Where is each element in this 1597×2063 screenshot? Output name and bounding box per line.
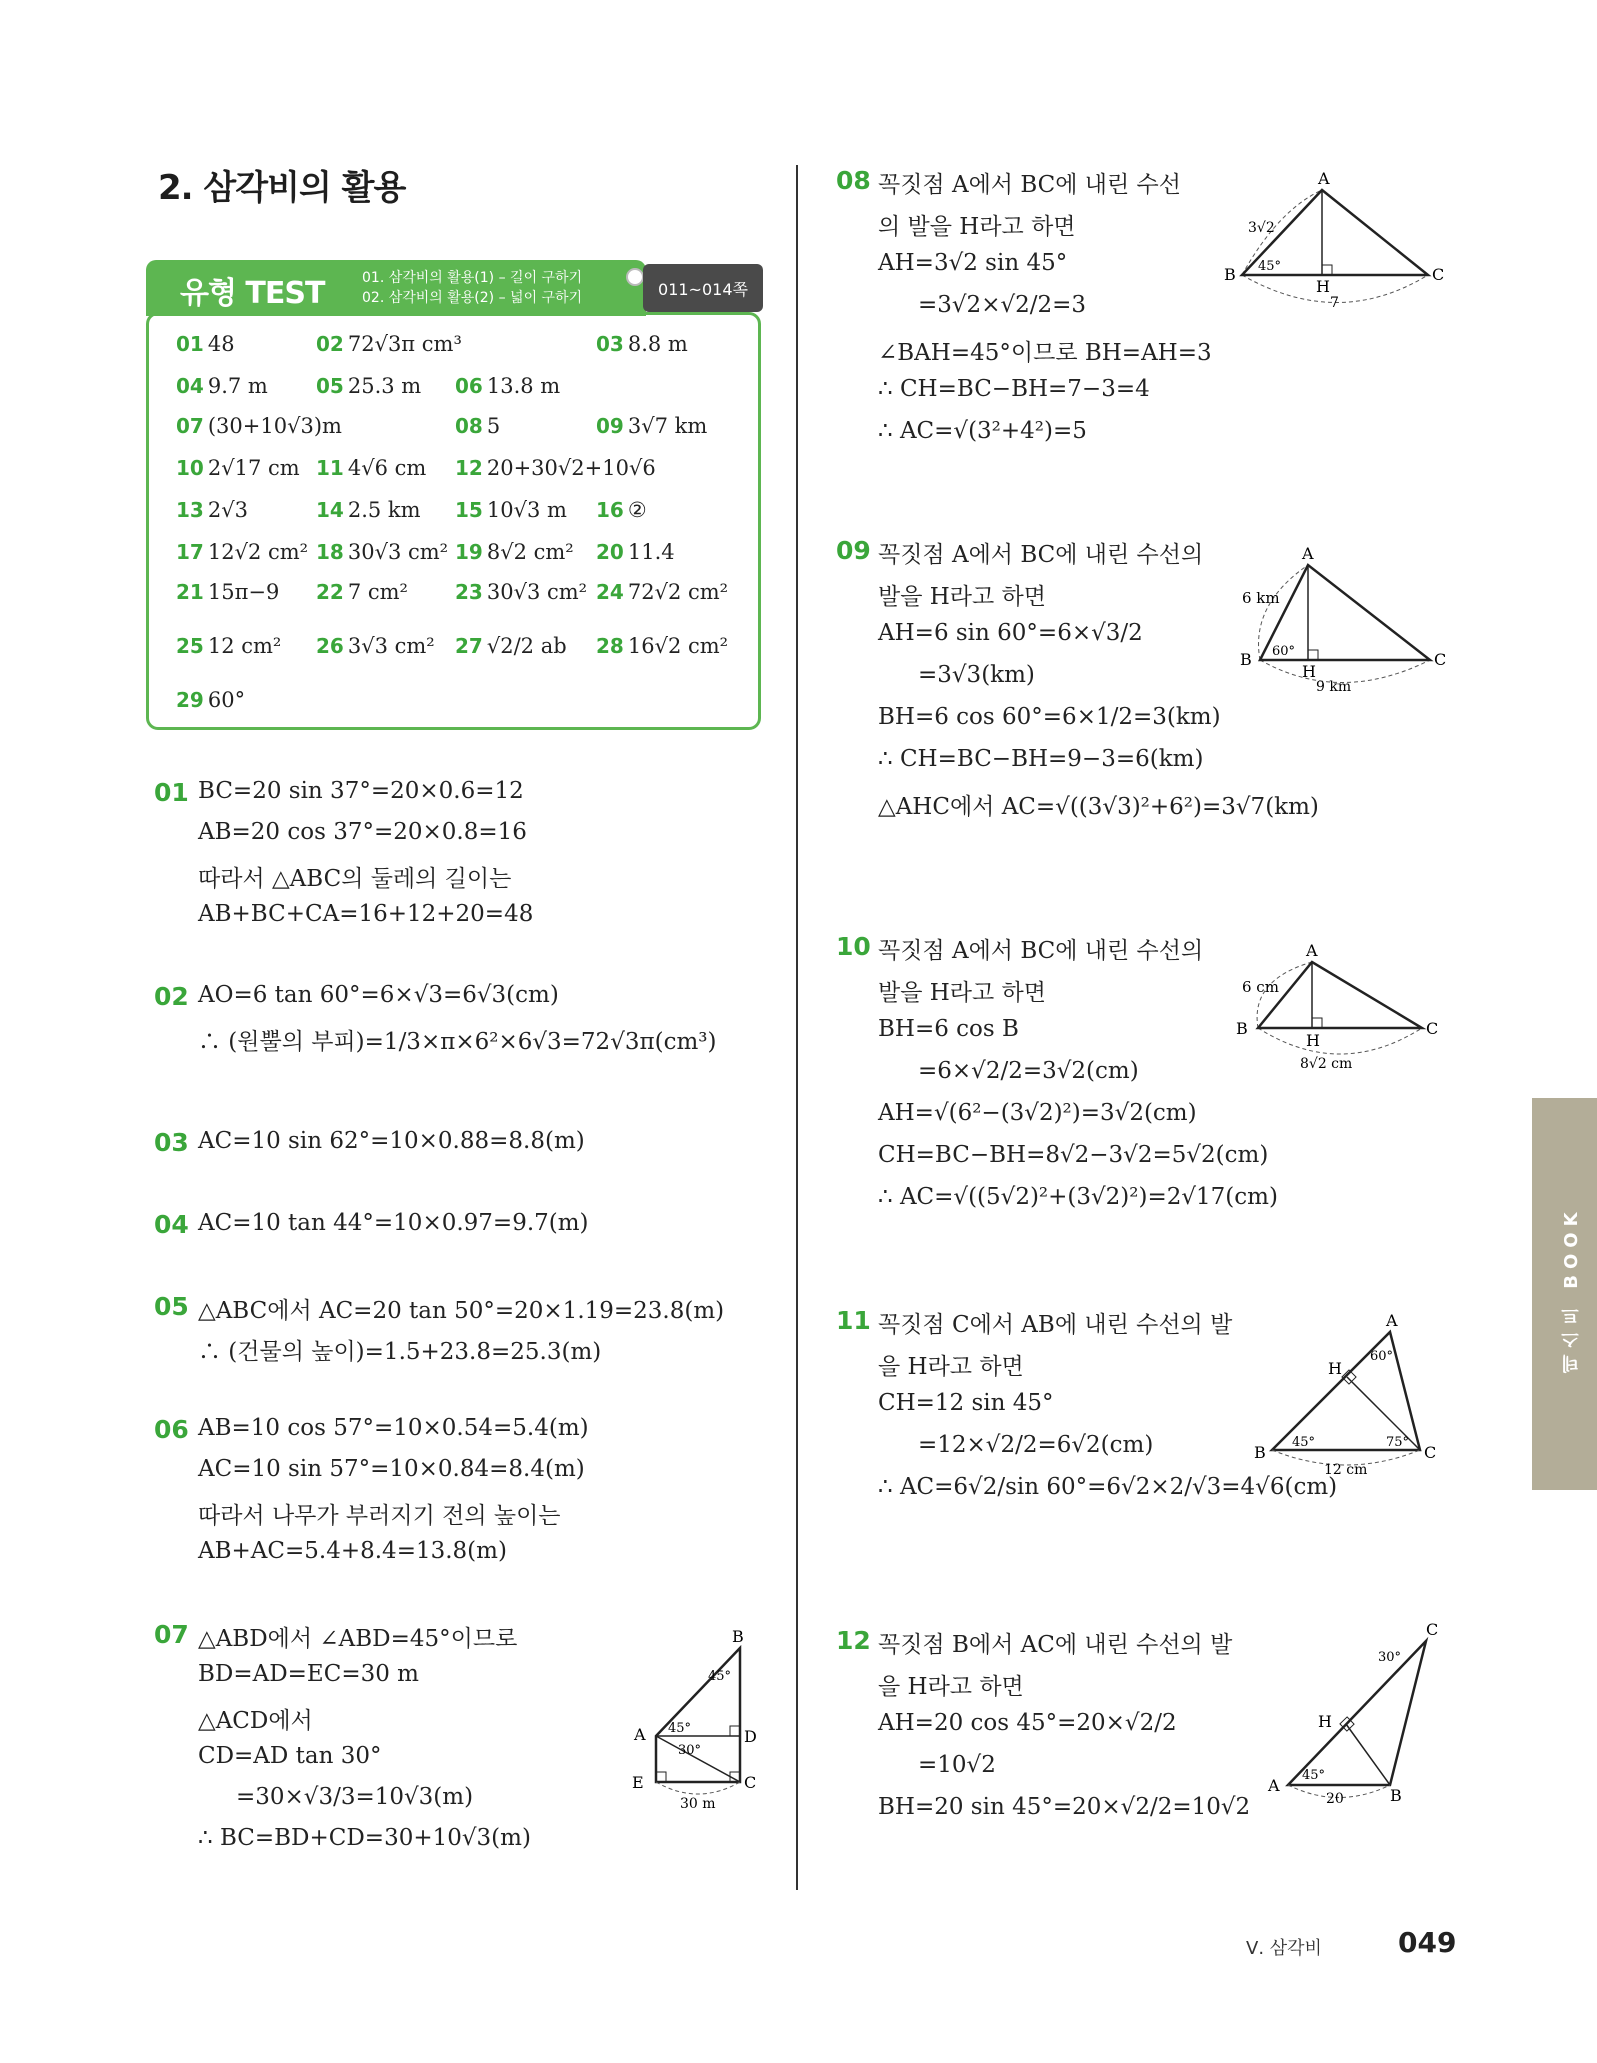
- answer-value: 48: [207, 332, 235, 356]
- fig07-base: 30 m: [680, 1796, 716, 1812]
- solution-line: AC=10 sin 62°=10×0.88=8.8(m): [198, 1128, 585, 1154]
- answer-item: [455, 374, 560, 398]
- solution-line: ∴ BC=BD+CD=30+10√3(m): [198, 1825, 531, 1851]
- answer-value: 72√3π cm³: [347, 332, 462, 356]
- solution-line: BH=20 sin 45°=20×√2/2=10√2: [878, 1794, 1251, 1820]
- page-number: 049: [1398, 1926, 1457, 1959]
- fig11-angle-b: 45°: [1292, 1435, 1316, 1450]
- solution-number: 01: [154, 778, 189, 807]
- test-subtitle-1: 01. 삼각비의 활용(1) – 길이 구하기: [362, 270, 583, 286]
- figure-08: [1218, 170, 1458, 320]
- fig09-label-c: C: [1434, 650, 1447, 669]
- answer-item: [316, 456, 426, 480]
- solution-line: △ABC에서 AC=20 tan 50°=20×1.19=23.8(m): [198, 1298, 725, 1324]
- answer-item: [455, 540, 574, 564]
- solution-number: 07: [154, 1620, 189, 1649]
- answer-item: [316, 374, 421, 398]
- answer-value: (30+10√3)m: [207, 414, 342, 438]
- answer-value: 7 cm²: [347, 580, 408, 604]
- solution-line: =10√2: [918, 1752, 996, 1778]
- fig10-side: 6 cm: [1242, 978, 1279, 996]
- answer-value: 20+30√2+10√6: [486, 456, 656, 480]
- answer-item: [316, 332, 462, 356]
- solution-line: ∴ (원뿔의 부피)=1/3×π×6²×6√3=72√3π(cm³): [198, 1029, 717, 1055]
- fig11-angle-a: 60°: [1370, 1349, 1394, 1364]
- answer-value: 3√3 cm²: [347, 634, 435, 658]
- fig12-label-h: H: [1318, 1712, 1332, 1731]
- fig12-angle-a: 45°: [1302, 1768, 1326, 1783]
- solution-line: 꼭짓점 A에서 BC에 내린 수선의: [878, 938, 1204, 964]
- figure-07: [628, 1630, 768, 1820]
- answer-item: [455, 634, 567, 658]
- answer-item: [455, 580, 587, 604]
- solution-number: 02: [154, 982, 189, 1011]
- fig08-angle: 45°: [1258, 259, 1282, 274]
- solution-line: ∴ CH=BC−BH=7−3=4: [878, 376, 1150, 402]
- fig07-label-e: E: [632, 1773, 644, 1792]
- solution-line: ∴ CH=BC−BH=9−3=6(km): [878, 746, 1204, 772]
- answer-item: [596, 414, 707, 438]
- solution-line: AH=√(6²−(3√2)²)=3√2(cm): [878, 1100, 1197, 1126]
- answer-value: 11.4: [627, 540, 675, 564]
- answer-number: 28: [596, 634, 624, 658]
- answer-item: [176, 414, 342, 438]
- fig08-label-a: A: [1318, 170, 1330, 188]
- solution-line: =12×√2/2=6√2(cm): [918, 1432, 1154, 1458]
- solution-number: 04: [154, 1210, 189, 1239]
- solution-line: 발을 H라고 하면: [878, 980, 1046, 1006]
- solution-line: AH=3√2 sin 45°: [878, 250, 1068, 276]
- column-divider: [796, 165, 798, 1890]
- solution-line: 을 H라고 하면: [878, 1674, 1024, 1700]
- solution-line: CH=BC−BH=8√2−3√2=5√2(cm): [878, 1142, 1269, 1168]
- answer-number: 25: [176, 634, 204, 658]
- answer-number: 22: [316, 580, 344, 604]
- fig09-side: 6 km: [1242, 589, 1280, 607]
- solution-number: 09: [836, 536, 871, 565]
- solution-line: ∴ (건물의 높이)=1.5+23.8=25.3(m): [198, 1339, 602, 1365]
- fig11-angle-c: 75°: [1386, 1435, 1410, 1450]
- answer-number: 18: [316, 540, 344, 564]
- answer-item: [596, 332, 688, 356]
- solution-line: CH=12 sin 45°: [878, 1390, 1054, 1416]
- fig11-label-a: A: [1386, 1311, 1398, 1330]
- answer-item: [316, 634, 435, 658]
- answer-number: 21: [176, 580, 204, 604]
- fig10-base: 8√2 cm: [1300, 1056, 1353, 1072]
- solution-number: 11: [836, 1306, 871, 1335]
- fig10-label-h: H: [1306, 1031, 1320, 1050]
- answer-item: [596, 580, 728, 604]
- answer-item: [596, 498, 647, 522]
- answer-number: 07: [176, 414, 204, 438]
- side-tab-label: 테스트 BOOK: [1561, 1206, 1582, 1374]
- solution-line: AB=20 cos 37°=20×0.8=16: [198, 819, 527, 845]
- solution-line: 꼭짓점 A에서 BC에 내린 수선의: [878, 542, 1204, 568]
- fig07-angle-3: 30°: [678, 1743, 702, 1758]
- fig07-label-c: C: [744, 1773, 757, 1792]
- solution-number: 05: [154, 1292, 189, 1321]
- answer-number: 03: [596, 332, 624, 356]
- answer-value: 15π−9: [207, 580, 280, 604]
- answer-value: 60°: [207, 688, 246, 712]
- answer-item: [176, 580, 279, 604]
- answer-item: [455, 498, 567, 522]
- solution-number: 03: [154, 1128, 189, 1157]
- fig07-label-a: A: [634, 1725, 646, 1744]
- figure-12: [1262, 1615, 1452, 1815]
- solution-line: 꼭짓점 B에서 AC에 내린 수선의 발: [878, 1632, 1233, 1658]
- solution-line: BC=20 sin 37°=20×0.6=12: [198, 778, 524, 804]
- answer-item: [176, 456, 300, 480]
- answer-value: 25.3 m: [347, 374, 422, 398]
- solution-line: 따라서 나무가 부러지기 전의 높이는: [198, 1503, 561, 1529]
- answer-number: 29: [176, 688, 204, 712]
- fig08-label-h: H: [1316, 277, 1330, 296]
- answer-number: 11: [316, 456, 344, 480]
- answer-value: 72√2 cm²: [627, 580, 729, 604]
- solution-line: AB+BC+CA=16+12+20=48: [198, 901, 534, 927]
- fig07-angle-1: 45°: [708, 1669, 732, 1684]
- solution-line: △AHC에서 AC=√((3√3)²+6²)=3√7(km): [878, 794, 1319, 820]
- solution-line: △ACD에서: [198, 1708, 313, 1734]
- solution-number: 06: [154, 1415, 189, 1444]
- answer-value: 8√2 cm²: [486, 540, 574, 564]
- answer-number: 20: [596, 540, 624, 564]
- answer-value: 5: [486, 414, 501, 438]
- solution-line: =3√2×√2/2=3: [918, 292, 1087, 318]
- fig12-label-a: A: [1268, 1776, 1280, 1795]
- solution-line: AB+AC=5.4+8.4=13.8(m): [198, 1538, 507, 1564]
- solution-line: 을 H라고 하면: [878, 1354, 1024, 1380]
- answer-item: [596, 634, 728, 658]
- fig09-base: 9 km: [1316, 679, 1352, 695]
- answer-item: [316, 498, 421, 522]
- solution-line: ∴ AC=√((5√2)²+(3√2)²)=2√17(cm): [878, 1184, 1278, 1210]
- solution-line: BH=6 cos B: [878, 1016, 1019, 1042]
- figure-11: [1252, 1310, 1452, 1480]
- fig10-label-c: C: [1426, 1019, 1439, 1038]
- answer-value: 16√2 cm²: [627, 634, 729, 658]
- solution-line: 의 발을 H라고 하면: [878, 214, 1076, 240]
- solution-line: ∴ AC=6√2/sin 60°=6√2×2/√3=4√6(cm): [878, 1474, 1338, 1500]
- answer-number: 02: [316, 332, 344, 356]
- answer-number: 19: [455, 540, 483, 564]
- answer-value: 12√2 cm²: [207, 540, 309, 564]
- fig11-label-c: C: [1424, 1443, 1437, 1462]
- fig10-label-a: A: [1306, 941, 1318, 960]
- fig09-label-a: A: [1302, 545, 1314, 563]
- answer-number: 12: [455, 456, 483, 480]
- fig07-label-d: D: [744, 1727, 757, 1746]
- fig12-angle-c: 30°: [1378, 1650, 1402, 1665]
- solution-line: ∴ AC=√(3²+4²)=5: [878, 418, 1087, 444]
- page-reference-badge: 011~014쪽: [643, 264, 763, 312]
- fig09-label-h: H: [1302, 662, 1316, 681]
- solution-line: ∠BAH=45°이므로 BH=AH=3: [878, 340, 1212, 366]
- answer-value: 30√3 cm²: [486, 580, 588, 604]
- solution-line: =6×√2/2=3√2(cm): [918, 1058, 1139, 1084]
- test-title: 유형 TEST: [180, 276, 325, 311]
- fig07-angle-2: 45°: [668, 1721, 692, 1736]
- answer-number: 04: [176, 374, 204, 398]
- answer-item: [176, 332, 235, 356]
- answer-number: 15: [455, 498, 483, 522]
- fig11-label-h: H: [1328, 1359, 1342, 1378]
- fig11-base: 12 cm: [1324, 1462, 1368, 1478]
- fig08-label-c: C: [1432, 265, 1445, 284]
- fig08-label-b: B: [1224, 265, 1236, 284]
- solution-line: =30×√3/3=10√3(m): [236, 1784, 474, 1810]
- fig12-base: 20: [1326, 1791, 1344, 1807]
- answer-number: 27: [455, 634, 483, 658]
- answer-number: 14: [316, 498, 344, 522]
- solution-line: AC=10 sin 57°=10×0.84=8.4(m): [198, 1456, 585, 1482]
- binder-ring-icon: [626, 268, 644, 286]
- fig08-base: 7: [1330, 295, 1339, 311]
- answer-number: 17: [176, 540, 204, 564]
- answer-number: 10: [176, 456, 204, 480]
- solution-line: CD=AD tan 30°: [198, 1743, 382, 1769]
- answer-number: 05: [316, 374, 344, 398]
- solution-line: BD=AD=EC=30 m: [198, 1661, 419, 1687]
- solution-line: AC=10 tan 44°=10×0.97=9.7(m): [198, 1210, 589, 1236]
- solution-line: AO=6 tan 60°=6×√3=6√3(cm): [198, 982, 559, 1008]
- fig12-label-b: B: [1390, 1786, 1402, 1805]
- answer-value: 9.7 m: [207, 374, 268, 398]
- answer-value: 2.5 km: [347, 498, 421, 522]
- answer-item: [455, 414, 500, 438]
- solution-line: 꼭짓점 A에서 BC에 내린 수선: [878, 172, 1181, 198]
- solution-line: △ABD에서 ∠ABD=45°이므로: [198, 1626, 518, 1652]
- answer-item: [596, 540, 675, 564]
- solution-line: AH=6 sin 60°=6×√3/2: [878, 620, 1143, 646]
- fig07-label-b: B: [732, 1630, 744, 1646]
- answer-value: ②: [627, 498, 647, 522]
- answer-value: 12 cm²: [207, 634, 282, 658]
- answer-item: [176, 688, 245, 712]
- answer-item: [176, 634, 281, 658]
- answer-value: 30√3 cm²: [347, 540, 449, 564]
- answer-item: [455, 456, 656, 480]
- fig08-side: 3√2: [1248, 220, 1275, 236]
- answer-item: [176, 498, 248, 522]
- answer-number: 16: [596, 498, 624, 522]
- answer-item: [176, 540, 308, 564]
- answer-value: 4√6 cm: [347, 456, 427, 480]
- answer-number: 23: [455, 580, 483, 604]
- solution-line: AH=20 cos 45°=20×√2/2: [878, 1710, 1177, 1736]
- answer-value: 10√3 m: [486, 498, 567, 522]
- fig11-label-b: B: [1254, 1443, 1266, 1462]
- solution-line: 발을 H라고 하면: [878, 584, 1046, 610]
- answer-number: 24: [596, 580, 624, 604]
- answer-number: 06: [455, 374, 483, 398]
- section-title: 2. 삼각비의 활용: [158, 168, 406, 208]
- figure-09: [1230, 545, 1460, 695]
- answer-value: 3√7 km: [627, 414, 708, 438]
- footer-chapter: Ⅴ. 삼각비: [1246, 1938, 1322, 1959]
- answer-number: 09: [596, 414, 624, 438]
- fig12-label-c: C: [1426, 1620, 1439, 1639]
- fig09-label-b: B: [1240, 650, 1252, 669]
- answer-number: 01: [176, 332, 204, 356]
- solution-number: 08: [836, 166, 871, 195]
- fig10-label-b: B: [1236, 1019, 1248, 1038]
- solution-line: BH=6 cos 60°=6×1/2=3(km): [878, 704, 1221, 730]
- answer-value: 13.8 m: [486, 374, 561, 398]
- test-subtitle: [362, 268, 582, 308]
- solution-line: AB=10 cos 57°=10×0.54=5.4(m): [198, 1415, 589, 1441]
- solution-number: 12: [836, 1626, 871, 1655]
- answer-number: 08: [455, 414, 483, 438]
- answer-value: √2/2 ab: [486, 634, 567, 658]
- answer-number: 26: [316, 634, 344, 658]
- solution-number: 10: [836, 932, 871, 961]
- answer-value: 8.8 m: [627, 332, 688, 356]
- answer-value: 2√3: [207, 498, 248, 522]
- figure-10: [1230, 940, 1460, 1090]
- answer-value: 2√17 cm: [207, 456, 300, 480]
- answer-number: 13: [176, 498, 204, 522]
- answer-item: [316, 540, 448, 564]
- test-subtitle-2: 02. 삼각비의 활용(2) – 넓이 구하기: [362, 290, 583, 306]
- answer-item: [176, 374, 268, 398]
- answer-item: [316, 580, 408, 604]
- solution-line: 꼭짓점 C에서 AB에 내린 수선의 발: [878, 1312, 1233, 1338]
- solution-line: 따라서 △ABC의 둘레의 길이는: [198, 866, 512, 892]
- fig09-angle: 60°: [1272, 644, 1296, 659]
- solution-line: =3√3(km): [918, 662, 1035, 688]
